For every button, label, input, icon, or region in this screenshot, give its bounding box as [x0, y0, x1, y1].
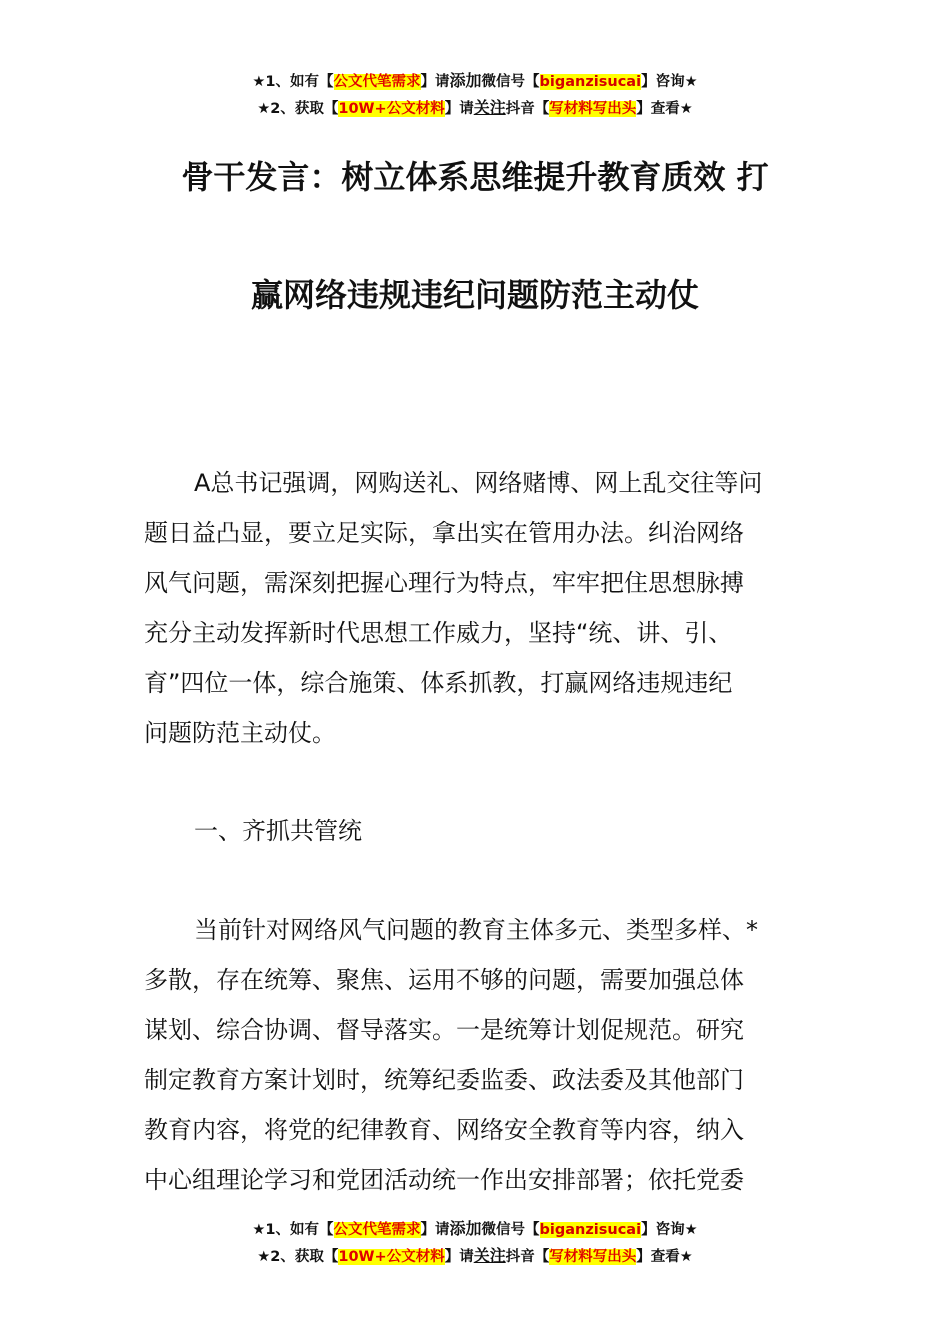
banner-line-1: ★1、如有【公文代笔需求】请添加微信号【biganzisucai】咨询★	[252, 71, 698, 90]
banner-line-2: ★2、获取【10W+公文材料】请关注抖音【写材料写出头】查看★	[257, 1246, 693, 1265]
highlight-ghostwriting: 公文代笔需求	[333, 1222, 421, 1238]
intro-paragraph	[144, 458, 806, 758]
banner-line-2: ★2、获取【10W+公文材料】请关注抖音【写材料写出头】查看★	[257, 98, 693, 117]
paragraph-line: 当前针对网络风气问题的教育主体多元、类型多样、*	[194, 916, 758, 944]
paragraph-line: 充分主动发挥新时代思想工作威力，坚持“统、讲、引、	[144, 619, 733, 647]
highlight-ghostwriting: 公文代笔需求	[333, 74, 421, 90]
section-heading-1: 一、齐抓共管统	[194, 817, 362, 845]
highlight-douyin: 写材料写出头	[549, 1249, 637, 1265]
document-title-line-1: 骨干发言：树立体系思维提升教育质效 打	[181, 158, 769, 196]
paragraph-line: 题日益凸显，要立足实际，拿出实在管用办法。纠治网络	[144, 519, 744, 547]
paragraph-line: 制定教育方案计划时，统筹纪委监委、政法委及其他部门	[144, 1066, 744, 1094]
highlight-wechat-id: biganzisucai	[539, 74, 642, 90]
paragraph-line: 谋划、综合协调、督导落实。一是统筹计划促规范。研究	[144, 1016, 744, 1044]
highlight-materials: 10W+公文材料	[338, 101, 445, 117]
paragraph-line: 多散，存在统筹、聚焦、运用不够的问题，需要加强总体	[144, 966, 744, 994]
paragraph-line: 育”四位一体，综合施策、体系抓教，打赢网络违规违纪	[144, 669, 733, 697]
paragraph-line: 风气问题，需深刻把握心理行为特点，牢牢把住思想脉搏	[144, 569, 744, 597]
bottom-banner	[0, 1216, 950, 1270]
paragraph-line: 中心组理论学习和党团活动统一作出安排部署；依托党委	[144, 1166, 744, 1194]
paragraph-line: 教育内容，将党的纪律教育、网络安全教育等内容，纳入	[144, 1116, 744, 1144]
section-1-paragraph	[144, 905, 806, 1205]
paragraph-line: A总书记强调，网购送礼、网络赌博、网上乱交往等问	[194, 469, 763, 497]
banner-line-1: ★1、如有【公文代笔需求】请添加微信号【biganzisucai】咨询★	[252, 1219, 698, 1238]
highlight-materials: 10W+公文材料	[338, 1249, 445, 1265]
top-banner	[0, 68, 950, 122]
highlight-douyin: 写材料写出头	[549, 101, 637, 117]
document-title-line-2: 赢网络违规违纪问题防范主动仗	[250, 276, 699, 314]
paragraph-line: 问题防范主动仗。	[144, 719, 336, 747]
highlight-wechat-id: biganzisucai	[539, 1222, 642, 1238]
